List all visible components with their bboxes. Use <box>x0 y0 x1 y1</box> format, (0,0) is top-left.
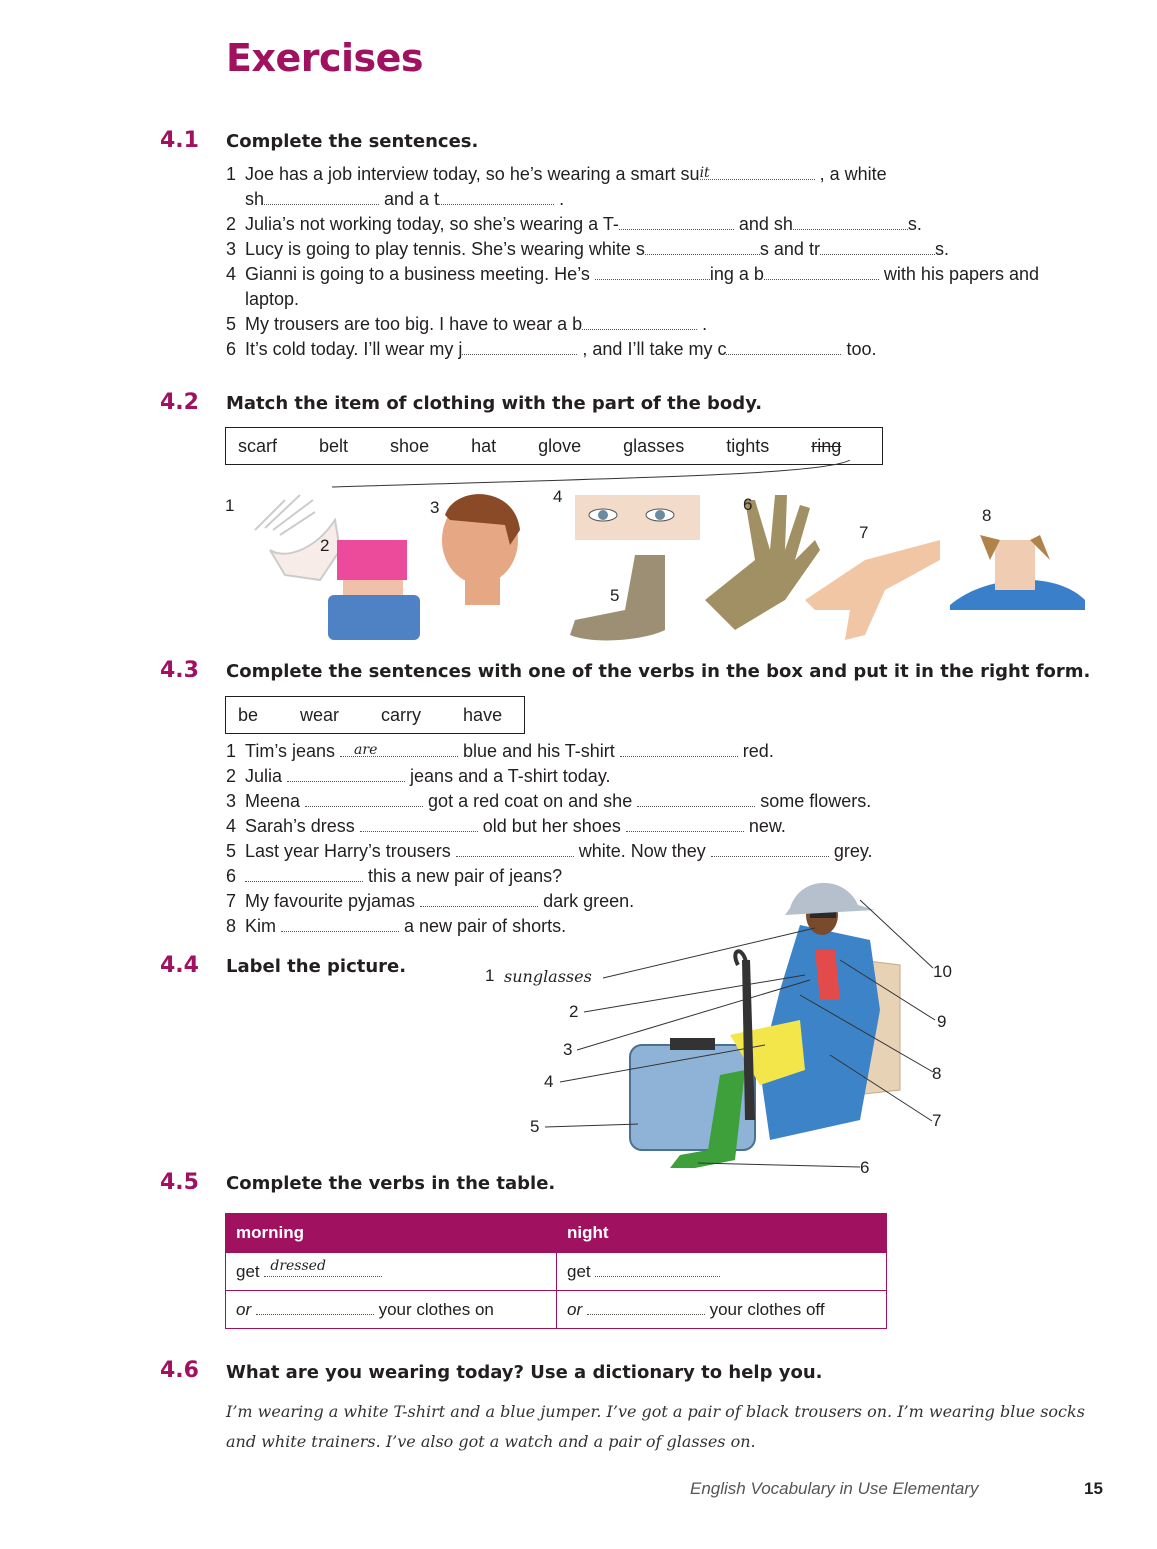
picture-number: 8 <box>982 506 992 525</box>
answer-blank[interactable] <box>595 1262 720 1277</box>
label-number: 3 <box>563 1040 573 1059</box>
label-number: 5 <box>530 1117 540 1136</box>
label-number: 6 <box>860 1158 870 1177</box>
handwritten-answer: I’m wearing a white T-shirt and a blue jumper. I’ve got a pair of black trousers on. I’m wearing blue socks and white trainers. I’ve also got a watch and a pair of glasses on. <box>226 1402 1085 1451</box>
label-number: 2 <box>569 1002 579 1021</box>
word-glove: glove <box>538 435 582 456</box>
answer-blank[interactable] <box>287 767 405 782</box>
exercise-instruction: Label the picture. <box>226 956 407 977</box>
picture-number: 1 <box>225 496 235 515</box>
word-have: have <box>463 704 503 725</box>
exercise-4-1-lines: 1 Joe has a job interview today, so he’s wearing a smart su it , a white sh and a t . 2 Julia’s not working today, so she’s wearing a T- and sh s. 3 Lucy is going to play tennis. She’s wearing white s s and tr s. 4 Gianni is going to a business meeting. He’s ing a b with his papers and laptop. 5 My trousers are too big. I have to wear a b . 6 It’s cold today. I’ll wear my j , and I’ll take my c too. <box>226 164 1040 359</box>
word-hat: hat <box>471 435 497 456</box>
body-parts-illustration <box>225 460 1095 650</box>
answer-blank[interactable]: dressed <box>264 1262 382 1277</box>
answer-blank[interactable] <box>256 1300 374 1315</box>
picture-number: 7 <box>859 523 869 542</box>
answer-blank[interactable] <box>264 190 379 205</box>
answer-blank[interactable]: it <box>700 165 815 180</box>
exercise-instruction: What are you wearing today? Use a dictionary to help you. <box>226 1362 823 1383</box>
picture-number: 2 <box>320 536 330 555</box>
answer-blank[interactable] <box>764 265 879 280</box>
word-ring: ring <box>811 435 842 456</box>
label-number: 10 <box>933 962 952 981</box>
label-number: 4 <box>544 1072 554 1091</box>
answer-blank[interactable] <box>281 917 399 932</box>
exercise-number: 4.2 <box>160 390 199 415</box>
exercise-instruction: Match the item of clothing with the part of the body. <box>226 393 763 414</box>
book-title: English Vocabulary in Use Elementary <box>690 1479 979 1498</box>
answer-blank[interactable] <box>439 190 554 205</box>
word-glasses: glasses <box>623 435 685 456</box>
word-wear: wear <box>300 704 340 725</box>
exercise-number: 4.6 <box>160 1358 199 1383</box>
header-morning: morning <box>226 1214 557 1253</box>
answer-blank[interactable] <box>637 792 755 807</box>
answer-blank[interactable] <box>619 215 734 230</box>
verb-box <box>225 696 525 734</box>
label-number: 8 <box>932 1064 942 1083</box>
page-number: 15 <box>1084 1479 1103 1498</box>
label-number: 7 <box>932 1111 942 1130</box>
picture-number: 4 <box>553 487 563 506</box>
answer-blank[interactable] <box>360 817 478 832</box>
answer-blank[interactable] <box>726 340 841 355</box>
word-belt: belt <box>319 435 349 456</box>
verbs-table <box>225 1213 887 1329</box>
answer-blank[interactable] <box>456 842 574 857</box>
exercise-instruction: Complete the sentences with one of the verbs in the box and put it in the right form. <box>226 661 1091 682</box>
exercise-4-3-lines: 1 Tim’s jeans are blue and his T-shirt red. 2 Julia jeans and a T-shirt today. 3 Meena got a red coat on and she some flowers. 4 Sarah’s dress old but her shoes new. 5 Last year Harry’s trousers white. Now they grey. 6 this a new pair of jeans? 7 My favourite pyjamas dark green. 8 Kim a new pair of shorts. <box>226 741 873 936</box>
answer-blank[interactable] <box>620 742 738 757</box>
answer-blank[interactable] <box>582 315 697 330</box>
label-number: 1 <box>485 966 495 985</box>
word-scarf: scarf <box>238 435 278 456</box>
answer-blank[interactable] <box>305 792 423 807</box>
answer-blank[interactable] <box>245 867 363 882</box>
answer-blank[interactable] <box>587 1300 705 1315</box>
answer-blank[interactable] <box>462 340 577 355</box>
table-row: get dressed get <box>226 1253 887 1291</box>
header-night: night <box>557 1214 887 1253</box>
exercise-number: 4.4 <box>160 953 199 978</box>
word-be: be <box>238 704 259 725</box>
picture-number: 3 <box>430 498 440 517</box>
exercise-number: 4.3 <box>160 658 199 683</box>
answer-blank[interactable] <box>645 240 760 255</box>
word-carry: carry <box>381 704 422 725</box>
page-title: Exercises <box>226 36 424 80</box>
label-number: 9 <box>937 1012 947 1031</box>
answer-blank[interactable] <box>793 215 908 230</box>
word-tights: tights <box>726 435 770 456</box>
handwritten-answer: sunglasses <box>504 967 592 986</box>
word-shoe: shoe <box>390 435 430 456</box>
answer-blank[interactable]: are <box>340 742 458 757</box>
answer-blank[interactable] <box>820 240 935 255</box>
answer-blank[interactable] <box>626 817 744 832</box>
exercise-number: 4.1 <box>160 128 199 153</box>
exercise-number: 4.5 <box>160 1170 199 1195</box>
picture-number: 5 <box>610 586 620 605</box>
woman-with-suitcase-illustration <box>480 870 980 1185</box>
answer-blank[interactable] <box>711 842 829 857</box>
table-row: or your clothes on or your clothes off <box>226 1291 887 1329</box>
picture-number: 6 <box>743 495 753 514</box>
answer-blank[interactable] <box>595 265 710 280</box>
exercise-instruction: Complete the sentences. <box>226 131 479 152</box>
exercise-instruction: Complete the verbs in the table. <box>226 1173 556 1194</box>
